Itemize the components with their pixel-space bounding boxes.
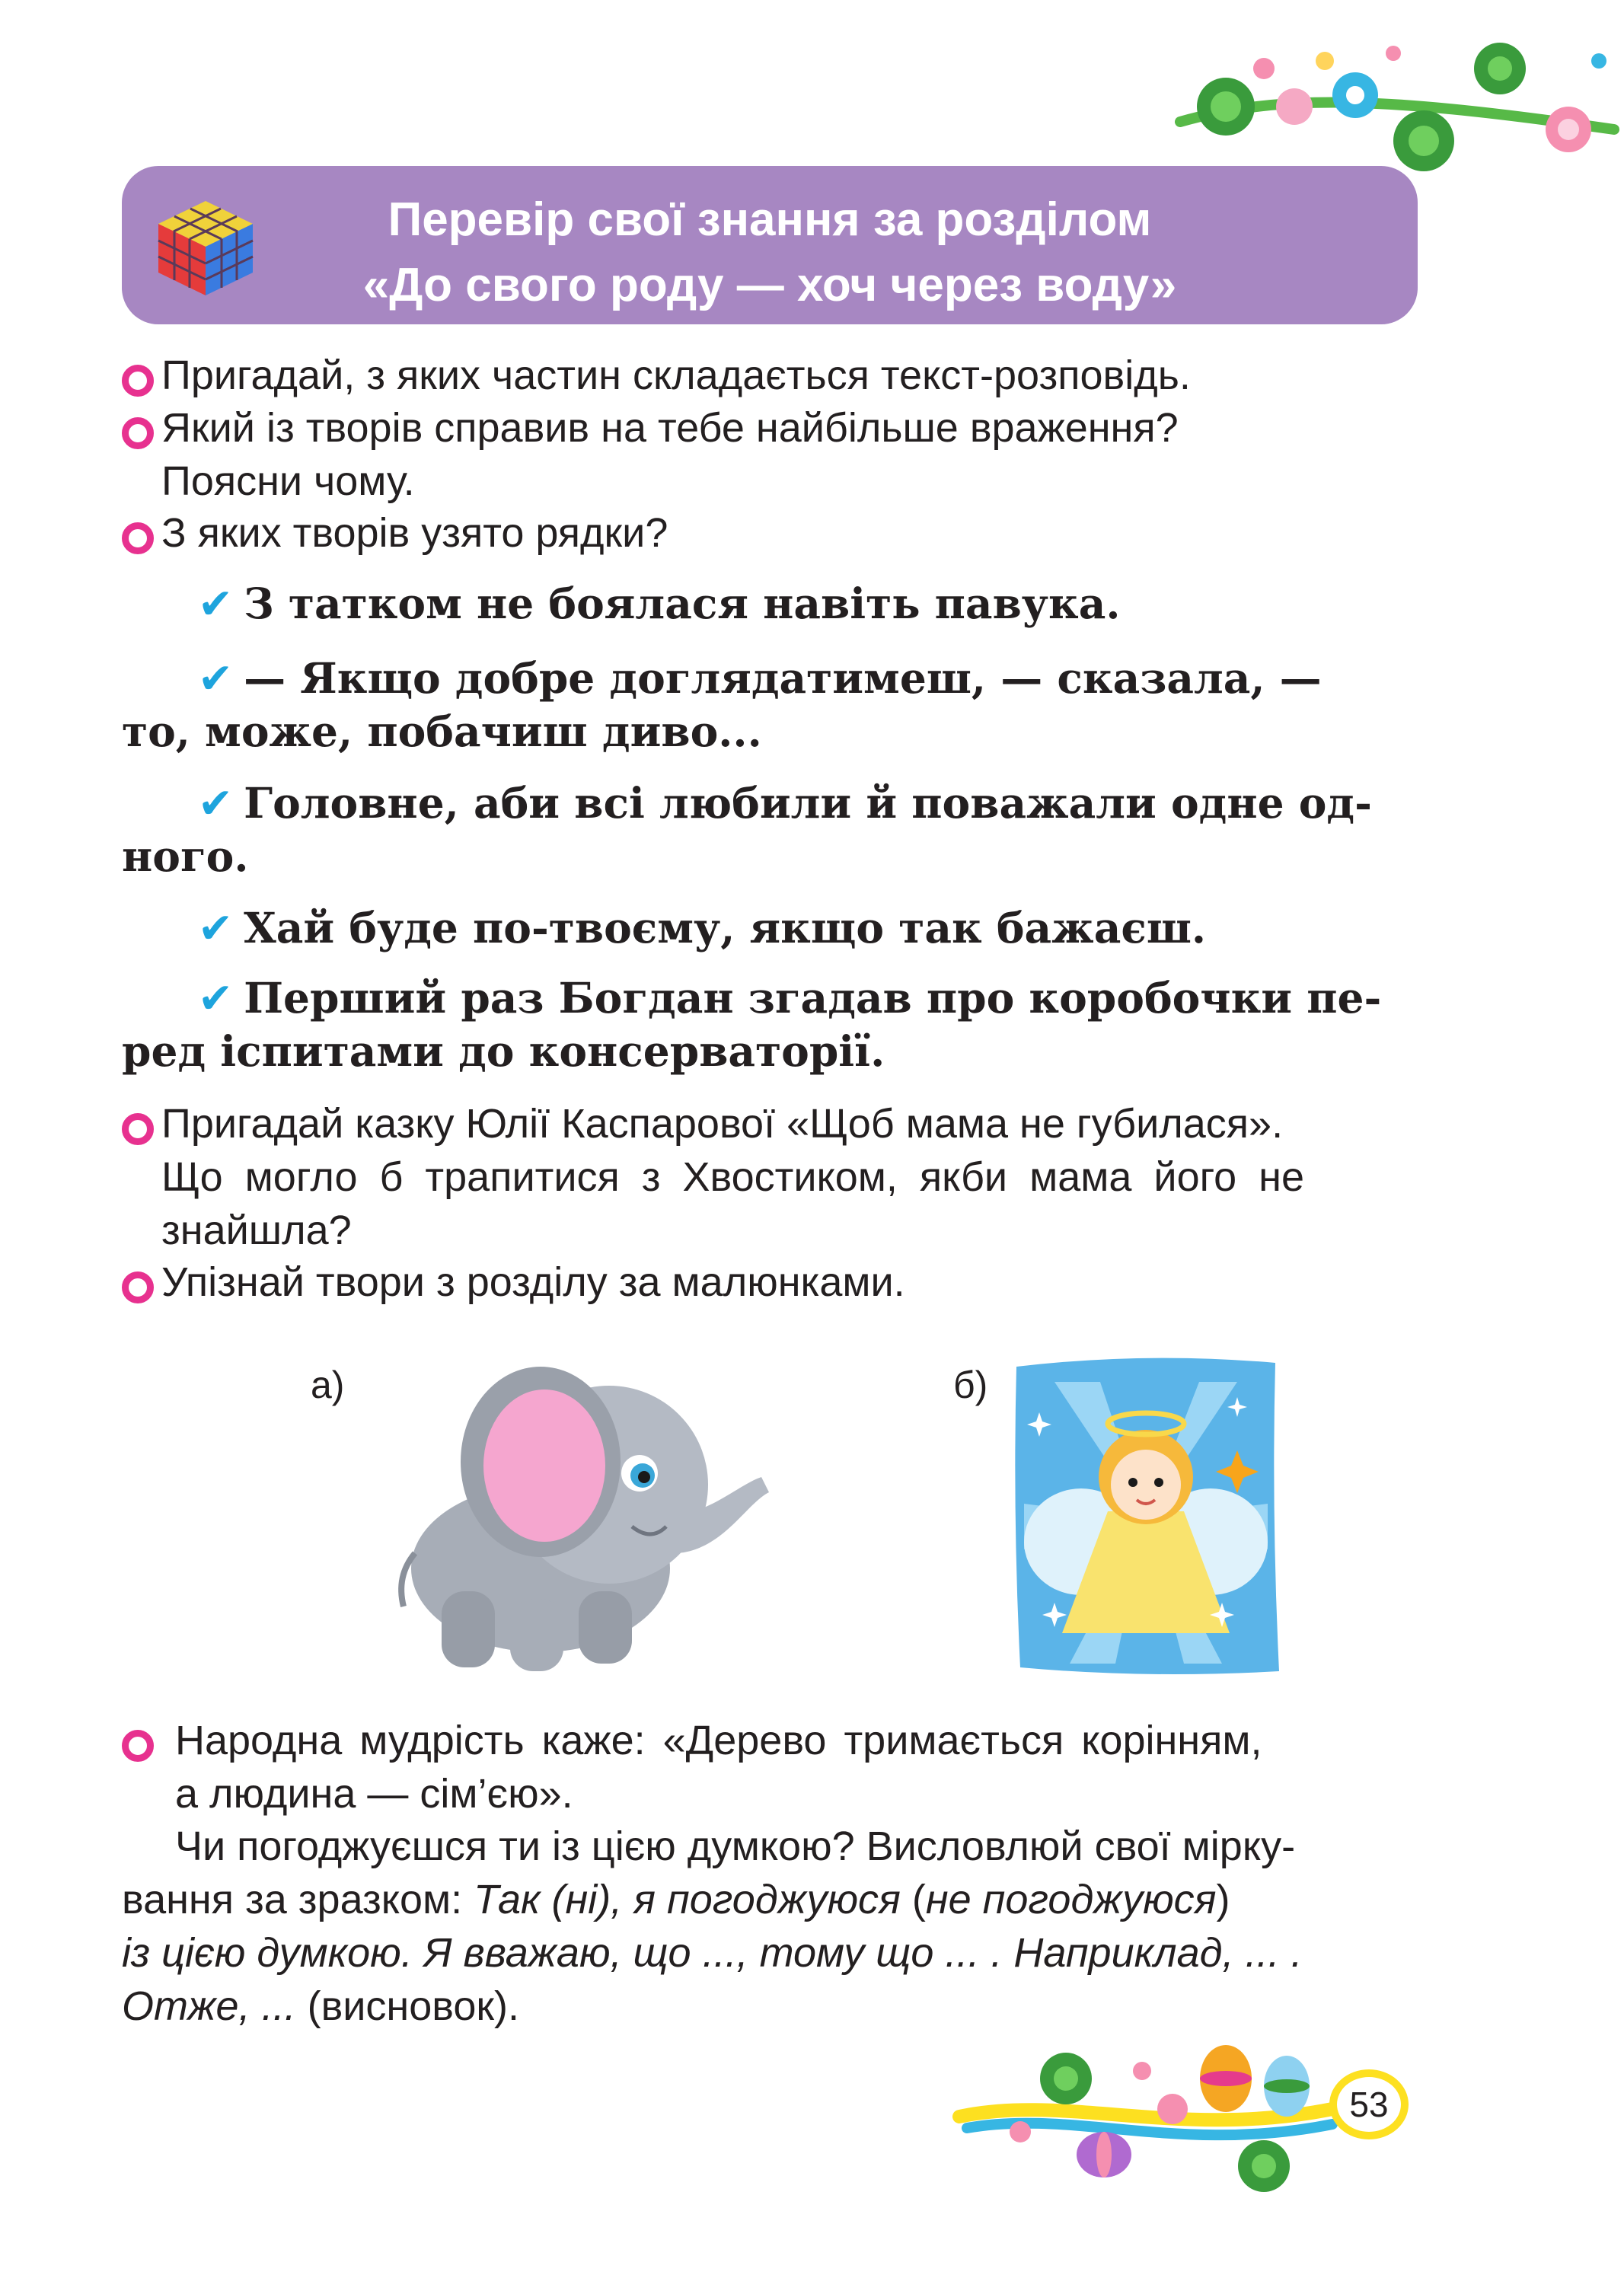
elephant-illustration xyxy=(388,1363,777,1675)
question-2: Який із творів справив на тебе найбільше враження? Поясни чому. xyxy=(161,405,1179,504)
quote-5: ✔ Перший раз Богдан згадав про коробочки пе- ред іспитами до консерваторії. xyxy=(122,973,1382,1076)
checkmark-icon: ✔ xyxy=(198,579,234,628)
section-title-line2: «До свого роду — хоч через воду» xyxy=(362,259,1177,311)
checkmark-icon: ✔ xyxy=(198,654,234,703)
picture-label-a: а) xyxy=(311,1364,345,1406)
quote-1: ✔ З татком не боялася навіть павука. xyxy=(198,579,1121,628)
section-title-banner xyxy=(122,166,1418,324)
checkmark-icon: ✔ xyxy=(198,779,234,828)
floral-branch-decoration xyxy=(1173,15,1622,183)
question-5: Упізнай твори з розділу за малюнками. xyxy=(161,1259,905,1305)
question-1: Пригадай, з яких частин складається текст-розповідь. xyxy=(161,353,1191,398)
question-3: З яких творів узято рядки? xyxy=(161,510,668,556)
section-title xyxy=(122,187,1418,318)
question-4: Пригадай казку Юлії Каспарової «Щоб мама не губилася». Що могло б трапитися з Хвостиком, якби мама його не знайшла? xyxy=(161,1101,1304,1253)
folk-wisdom: Народна мудрість каже: «Дерево тримається корінням, а людина — сім’єю». xyxy=(175,1718,1262,1817)
quote-2: ✔ — Якщо добре доглядатимеш, — сказала, — то, може, побачиш диво... xyxy=(122,653,1322,756)
discussion-task: Чи погоджуєшся ти із цією думкою? Висловлюй свої мірку- вання за зразком: Так (ні), я погоджуюся (не погоджуюся) із цією думкою. Я вважаю, що ..., тому що ... . Наприклад, ... . Отже, ... (висновок). xyxy=(122,1823,1303,2029)
angel-illustration xyxy=(1009,1351,1283,1679)
quote-3: ✔ Головне, аби всі любили й поважали одне од- ного. xyxy=(122,778,1372,881)
picture-label-b: б) xyxy=(953,1364,988,1406)
checkmark-icon: ✔ xyxy=(198,904,234,952)
quote-4: ✔ Хай буде по-твоєму, якщо так бажаєш. xyxy=(198,903,1207,952)
page-number: 53 xyxy=(1329,2069,1409,2139)
section-title-line1: Перевір свої знання за розділом xyxy=(388,193,1152,246)
checkmark-icon: ✔ xyxy=(198,974,234,1023)
